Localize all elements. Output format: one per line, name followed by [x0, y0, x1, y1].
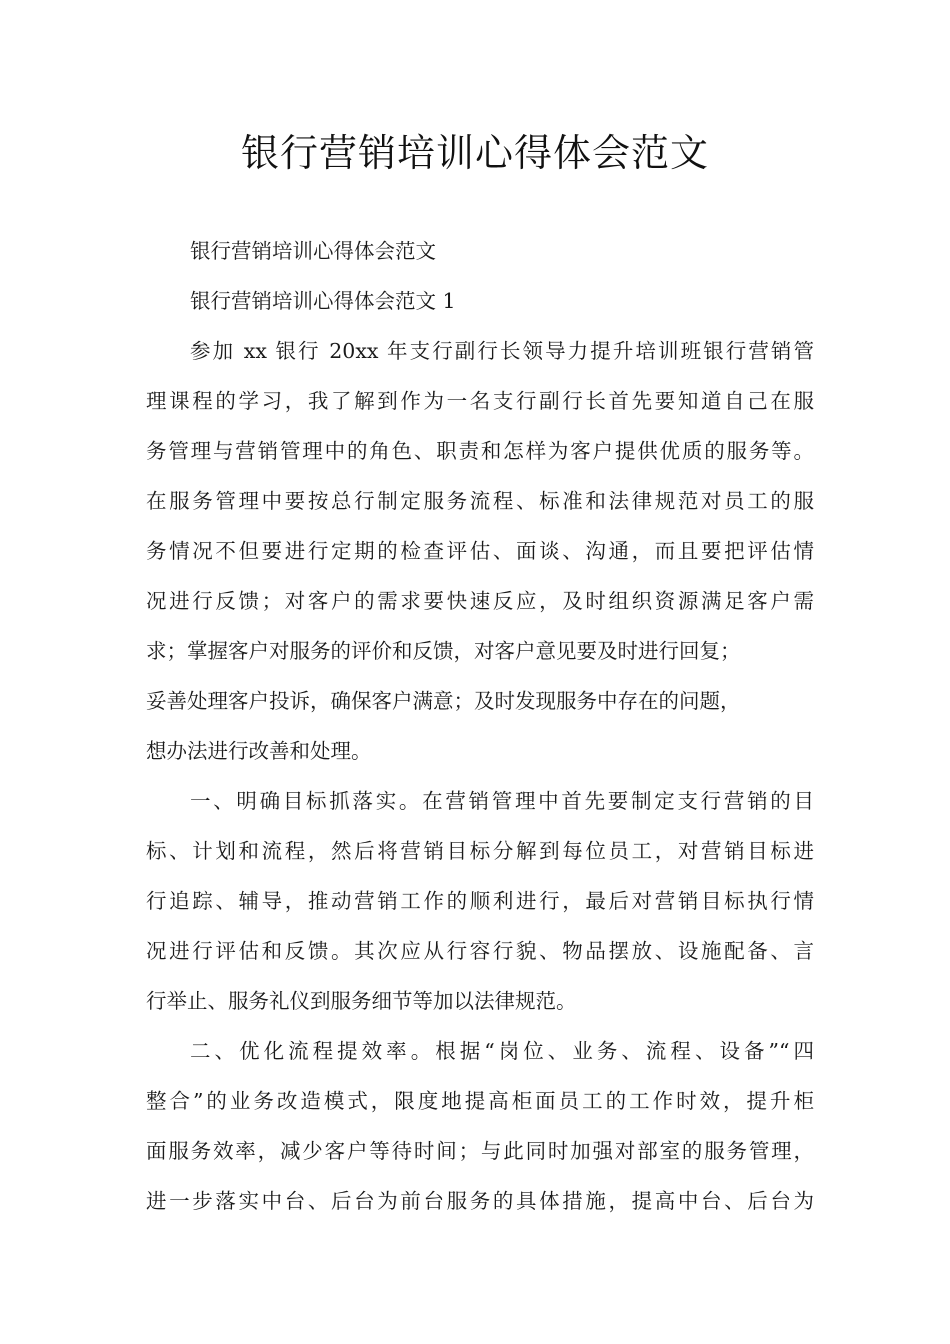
text-line: 行举止、服务礼仪到服务细节等加以法律规范。: [146, 989, 577, 1013]
text-line: 在服务管理中要按总行制定服务流程、标准和法律规范对员工的服: [146, 489, 814, 513]
text-line: 银行营销培训心得体会范文: [190, 239, 436, 263]
text-line: 况进行评估和反馈。其次应从行容行貌、物品摆放、设施配备、言: [146, 939, 814, 963]
text-line: 想办法进行改善和处理。: [146, 739, 372, 763]
text-line: 参加 xx 银行 20xx 年支行副行长领导力提升培训班银行营销管: [190, 339, 814, 363]
text-line: 求；掌握客户对服务的评价和反馈，对客户意见要及时进行回复；: [146, 639, 741, 663]
text-line: 整合”的业务改造模式，限度地提高柜面员工的工作时效，提升柜: [146, 1089, 814, 1113]
text-line: 一、明确目标抓落实。在营销管理中首先要制定支行营销的目: [190, 789, 814, 813]
text-line: 理课程的学习，我了解到作为一名支行副行长首先要知道自己在服: [146, 389, 814, 413]
document-title: 银行营销培训心得体会范文: [240, 131, 709, 175]
document-body: [146, 226, 814, 1226]
text-line: 务情况不但要进行定期的检查评估、面谈、沟通，而且要把评估情: [146, 539, 814, 563]
text-line: 银行营销培训心得体会范文 1: [190, 289, 456, 313]
text-line: 二、优化流程提效率。根据“岗位、业务、流程、设备”“四: [190, 1039, 814, 1063]
text-line: 标、计划和流程，然后将营销目标分解到每位员工，对营销目标进: [146, 839, 814, 863]
text-line: 面服务效率，减少客户等待时间；与此同时加强对部室的服务管理，: [146, 1139, 814, 1163]
text-line: 妥善处理客户投诉，确保客户满意；及时发现服务中存在的问题，: [146, 689, 741, 713]
text-line: 况进行反馈；对客户的需求要快速反应，及时组织资源满足客户需: [146, 589, 814, 613]
text-line: 进一步落实中台、后台为前台服务的具体措施，提高中台、后台为: [146, 1189, 814, 1213]
text-line: 行追踪、辅导，推动营销工作的顺利进行，最后对营销目标执行情: [146, 889, 814, 913]
text-line: 务管理与营销管理中的角色、职责和怎样为客户提供优质的服务等。: [146, 439, 814, 463]
